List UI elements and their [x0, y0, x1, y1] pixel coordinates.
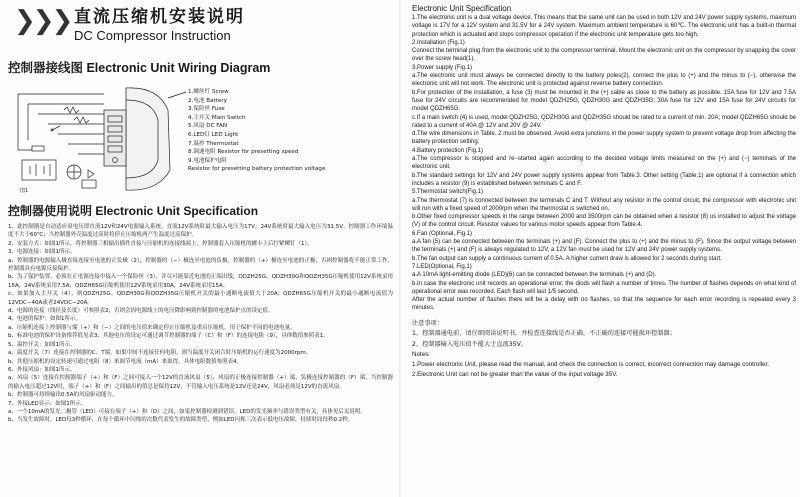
en-paragraph: b.In case the electronic unit records an operational error, the diods will flash a number of times. The number of flashes depends on what kind of operational error was recorded. Each flash will last 1/5 second. — [412, 280, 796, 295]
en-paragraph: 4.Battery protection (Fig.1) — [412, 147, 484, 154]
wiring-diagram — [8, 80, 393, 198]
legend-item-fuse: 3.保险丝 Fuse — [188, 106, 225, 113]
notes-heading-en: Notes: — [412, 351, 430, 359]
en-paragraph: a.A fan (5) can be connected between the terminals (+) and (F). Connect the plus to (+) and the minus to (F). Since the output voltage between the terminals (+) and (F) is always regulated to 12V, a 12V fan must be used for 12V and 24V power supply systems. — [412, 239, 796, 254]
en-paragraph: After the actual number of flashes there will be a delay with no flashes, so that the sequence for each error recording is repeated every 3 minutes. — [412, 297, 796, 312]
legend-item-speed-resistor: 8.调速电阻 Resistor for presetting speed — [188, 149, 299, 156]
cn-paragraph: c、如果加入主开关（4），则QDZH25G、QDZH30G和QDZH35G压缩机开关的最小通断电流值大于20A；QDZH65G压缩机开关的最小通断电流值为12VDC−40A或者24VDC−20A。 — [8, 291, 393, 306]
spec-heading-cn: 控制器使用说明 Electronic Unit Specification — [8, 204, 259, 218]
cn-paragraph: b、控制器可持续输出0.5A的风扇驱动能力。 — [8, 392, 118, 399]
en-paragraph: a.The thermostat (7) is connected between the terminals C and T. Without any resistor in the control circuit, the compressor with electronic unit will run with a fixed speed of 2000rpm when the thermostat is switched on. — [412, 197, 796, 212]
en-paragraph: b.For protection of the installation, a fuse (3) must be mounted in the (+) cable as close to the battery as possible. 15A fuse for 12V and 7.5A fuse for 24V circuits are recommended for model QDZH25G, QDZH30G and QDZH35G; 30A fuse for 12V and 15A fuse for 24V circuits for model QDZH65G. — [412, 89, 796, 113]
legend-item-led: 6.LED灯 LED Light — [188, 131, 239, 138]
page-header — [8, 6, 393, 56]
cn-paragraph: a、控制器的电源输入极直接连接至电池的正负极（2），控制器的（−）极连至电池的负极，控制器的（+）极连至电池的正极，否则控制器将不能正常工作，控制器具有电源反接保护。 — [8, 257, 393, 273]
diagram-fig-label: 图1 — [20, 188, 29, 194]
legend-item-main-switch: 4.主开关 Main Switch — [188, 114, 246, 121]
diagram-legend — [188, 88, 325, 174]
en-paragraph: 7.LED(Optional, Fig.1) — [412, 263, 472, 270]
en-paragraph: 3.Power supply (Fig.1) — [412, 64, 473, 71]
cn-paragraph: 2、安装方式：如图1所示，将控制器三相输出插件直接与压缩机的连接线端上，控制器套入压缩机的螺卡上后拧紧螺钉（1）。 — [8, 240, 313, 247]
legend-item-fan: 5.风扇 DC FAN — [188, 123, 228, 130]
page-fold — [399, 0, 401, 497]
en-paragraph: 2.Installation (Fig.1) — [412, 39, 465, 46]
legend-item-thermostat: 7.温控 Thermostat — [188, 140, 239, 147]
wiring-diagram-heading: 控制器接线图 Electronic Unit Wiring Diagram — [8, 61, 271, 75]
en-paragraph: a.The compressor is stopped and re−started again according to the decided voltage limits measured on the (+) and (−) terminals of the electronic unit. — [412, 156, 796, 171]
notes-heading-cn: 注意事项： — [412, 319, 443, 327]
cn-paragraph: 6、外接风扇：如图1所示。 — [8, 366, 76, 373]
note-item-cn: 1、控制器通电前，请仔细阅读说明书，并检查连接线是否正确，不正确的连接可能损坏控制器； — [412, 330, 676, 338]
legend-item-battery-resistor-en: Resistor for presetting battery protection voltage — [188, 166, 326, 173]
note-item-en: 2.Electronic Unit can not be greater than the value of the input voltage 35V. — [412, 371, 618, 379]
notes-cn — [412, 319, 796, 351]
spec-body-cn — [8, 223, 393, 425]
en-paragraph: a.The electronic unit must always be connected directly to the battery poles(2), connect the plus to (+) and the minus to (−), otherwise the electronic unit will not work. The electronic unit is protected against reverse battery connection. — [412, 73, 796, 88]
legend-item-battery: 2.电池 Battery — [188, 97, 228, 104]
cn-paragraph: a、一个10mA的发光二极管（LED）可接在端子（+）和（D）之间，如果控制器检测到错误，LED的发光频率与错误类型有关，具体见后页说明。 — [8, 408, 366, 415]
page-title-cn: 直流压缩机安装说明 — [74, 7, 245, 27]
cn-paragraph: b、为了保护装置，必须在正电源连接中接入一个保险丝（3），并尽可能靠近电池的正端出线，QDZH25G、QDZH30G和QDZH35G压缩机使用12V系统采用15A，24V系统采用7.5A；QDZH65G压缩机使用12V系统采用30A，24V系统采用15A。 — [8, 274, 393, 289]
en-paragraph: b.The standard settings for 12V and 24V power supply systems appear from Table.3. Other setting (Table.1) are optional if a connection which includes a resistor (9) is established between terminals C and F. — [412, 172, 796, 187]
cn-paragraph: a、温度开关（7）连接在控制器的C、T端，如果中间不连接任何电阻，则当温度开关闭合时压缩机的运行速度为2000rpm。 — [8, 350, 312, 357]
en-paragraph: d.The wire dimensions in Table. 2 must be observed. Avoid extra junctions in the power supply system to prevent voltage drop from affecting the battery protection setting. — [412, 131, 796, 146]
cn-paragraph: a、压缩机连接上控制器与端（+）和（−）之间的电压值来确定停止压缩机及重启压缩机，用于保护不同的电池电量。 — [8, 324, 296, 331]
note-item-en: 1.Power electronic Unit, please read the manual, and check the connection is correct, incorrect connection may damage controller. — [412, 361, 770, 369]
spec-body-en — [412, 14, 796, 313]
en-paragraph: b.The fan output can supply a continuous current of 0.5A. A higher current draw is allowed for 2 seconds during start. — [412, 255, 722, 262]
cn-paragraph: b、其他压缩机的设定转速可通过电阻（8）来调节电流（mA）来取得，具体电阻数值参照表4。 — [8, 358, 243, 365]
cn-paragraph: 3、电源连接：如图1所示。 — [8, 249, 76, 256]
en-paragraph: a.A 10mA light-emitting diode (LED)(6) can be connected between the terminals (+) and (D). — [412, 272, 657, 279]
cn-paragraph: 7、外接LED显示：如图1所示。 — [8, 400, 87, 407]
cn-paragraph: d、电源的连接（线径及长度）可参照表2，否则会因电源线上的电压降影响到控制器的电池保护点的设定值。 — [8, 308, 274, 315]
en-paragraph: c.If a main switch (4) is used, model QDZH25G, QDZH30G and QDZH35G should be rated to a current of min. 20A; model QDZH65G should be rated to a current of 40A @ 12V and 20V @ 24V. — [412, 114, 796, 129]
spec-heading-en: Electronic Unit Specification — [412, 4, 512, 13]
cn-paragraph: 1、此控制器是自动适应双电压即直流12V和24V电源输入系统，直流12V系统时最大输入电压为17V，24V系统时最大输入电压为31.5V。控制器工作环境温度不大于60℃；当控制器外壳温度过高时将停止压缩机两产生温度过高保护。 — [8, 224, 393, 239]
page-title-en: DC Compressor Instruction — [74, 28, 231, 43]
cn-paragraph: a、风扇（5）连接在控制器端子（+）和（F）之间可接入一个12V的直流风扇（5），风扇的正极连接控制器（+）端，负极连接控制器的（F）端，当控制器的输入电压超过12V时，端子（+）和（F）之间输出的值总是保持12V，不管输入电压系统是12V还是24V，风扇必须是12V的直流风扇。 — [8, 375, 393, 390]
en-paragraph: 5.Thermostat switch(Fig.1) — [412, 189, 484, 196]
notes-en — [412, 350, 796, 379]
wiring-diagram-drawing — [8, 80, 188, 198]
legend-item-screw: 1.螺丝钉 Screw — [188, 89, 229, 95]
cn-paragraph: 4、电池的保护：如图1所示。 — [8, 316, 81, 323]
en-paragraph: 1.The electronic unit is a dual voltage device. This means that the same unit can be used in both 12V and 24V power supply systems, maximum voltage is 17V for a 12V system and 31.5V for a 24V system. Maximum ambient temperature is 60℃. The electronic unit has a built-in thermal protection which is actuated and stops compressor operation if the electronic unit temperature gets too high. — [412, 15, 796, 38]
cn-paragraph: b、标准电池的保护设备推荐值见表3；其他电压的设定可通过调节控制器的端子（C）和（F）的连接电阻（9），具体数值参照表1。 — [8, 333, 329, 340]
left-column — [8, 6, 393, 425]
right-column — [412, 4, 796, 380]
title-block — [74, 6, 245, 44]
en-paragraph: b.Other fixed compressor speeds in the range between 2000 and 3500rpm can be obtained when a resistor (8) us installed to adjust the voltage (V) of the control circuit. Resistor values for various motor speeds appear from Table.4. — [412, 214, 796, 229]
cn-paragraph: 5、温控开关：如图1所示。 — [8, 341, 76, 348]
cn-paragraph: b、当发生故障时，LED每3秒循环，在每个循环中闪烁的次数代表发生的故障类型，例如LED闪烁三次表示低电压故障，持续时间每秒0.2秒。 — [8, 417, 354, 424]
en-paragraph: 6.Fan (Optional, Fig.1) — [412, 230, 473, 237]
legend-item-battery-resistor-cn: 9.电池保护电阻 — [188, 157, 227, 164]
note-item-cn: 2、控制器输入电压值不能大于直流35V。 — [412, 340, 528, 348]
en-paragraph: Connect the terminal plug from the electronic unit to the compressor terminal. Mount the electronic unit on the compressor by snapping the cover over the screw head(1). — [412, 48, 796, 63]
chevron-decoration-icon: ❯❯❯ — [14, 6, 71, 36]
